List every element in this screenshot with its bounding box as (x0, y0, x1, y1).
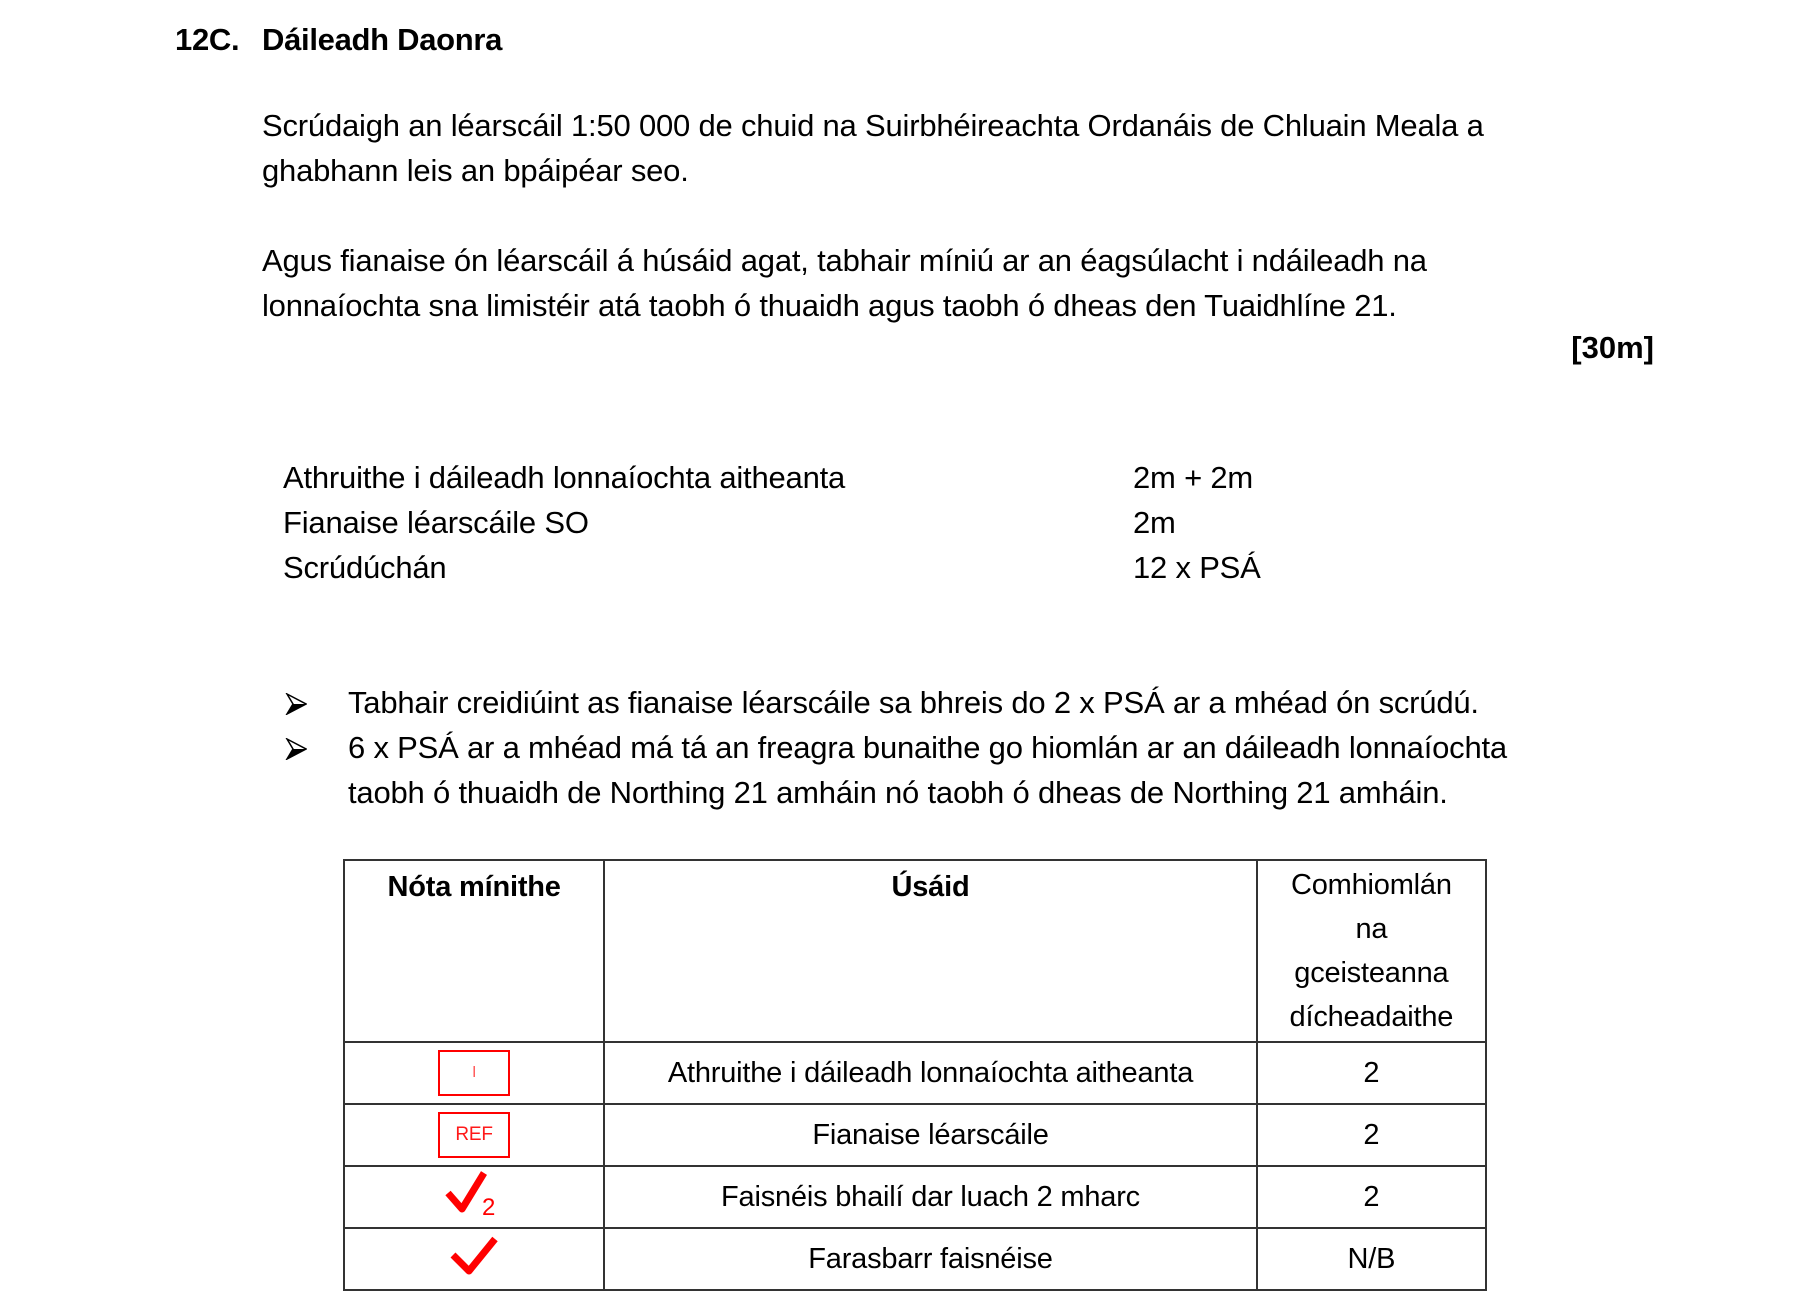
header-total (1257, 860, 1486, 1042)
usage-cell: Farasbarr faisnéise (604, 1228, 1257, 1290)
marks-total: [30m] (1571, 330, 1654, 365)
criteria-row (283, 455, 1261, 500)
usage-cell: Fianaise léarscáile (604, 1104, 1257, 1166)
ref-box-icon: REF (438, 1112, 510, 1158)
total-cell: 2 (1257, 1042, 1486, 1104)
table-header-row (344, 860, 1486, 1042)
criteria-value: 2m (1133, 505, 1176, 540)
instruction-paragraph-2 (262, 238, 1427, 328)
marking-criteria (283, 455, 1261, 590)
criteria-label: Fianaise léarscáile SO (283, 505, 589, 540)
header-label: dícheadaithe (1289, 1001, 1454, 1033)
criteria-label: Athruithe i dáileadh lonnaíochta aitheanta (283, 460, 846, 495)
bullet-item (285, 680, 1507, 725)
paragraph-line: Scrúdaigh an léarscáil 1:50 000 de chuid na Suirbhéireachta Ordanáis de Chluain Meala a (262, 108, 1484, 143)
i-box-icon: I (438, 1050, 510, 1096)
arrow-bullet-icon (285, 725, 348, 770)
header-label: gceisteanna (1294, 957, 1449, 989)
usage-cell: Faisnéis bhailí dar luach 2 mharc (604, 1166, 1257, 1228)
criteria-value: 2m + 2m (1133, 460, 1254, 495)
paragraph-line: Agus fianaise ón léarscáil á húsáid agat, tabhair míniú ar an éagsúlacht i ndáileadh na (262, 243, 1427, 278)
usage-cell: Athruithe i dáileadh lonnaíochta aitheanta (604, 1042, 1257, 1104)
note-cell (344, 1042, 604, 1104)
bullet-list (285, 680, 1507, 815)
criteria-value: 12 x PSÁ (1133, 550, 1261, 585)
question-heading (175, 22, 502, 58)
paragraph-line: lonnaíochta sna limistéir atá taobh ó thuaidh agus taobh ó dheas den Tuaidhlíne 21. (262, 288, 1397, 323)
table-row (344, 1042, 1486, 1104)
table-row (344, 1166, 1486, 1228)
note-cell (344, 1166, 604, 1228)
bullet-text: 6 x PSÁ ar a mhéad má tá an freagra bunaithe go hiomlán ar an dáileadh lonnaíochta (348, 730, 1507, 765)
criteria-row (283, 500, 1261, 545)
note-cell (344, 1104, 604, 1166)
svg-text:2: 2 (482, 1194, 496, 1217)
table-row (344, 1104, 1486, 1166)
question-number: 12C. (175, 22, 240, 57)
header-usage (604, 860, 1257, 1042)
tick-icon (447, 1233, 501, 1285)
criteria-row (283, 545, 1261, 590)
criteria-label: Scrúdúchán (283, 550, 447, 585)
header-label: Úsáid (891, 871, 970, 903)
note-cell (344, 1228, 604, 1290)
table-row (344, 1228, 1486, 1290)
total-cell: 2 (1257, 1104, 1486, 1166)
tick-2-icon (444, 1169, 504, 1225)
header-note (344, 860, 604, 1042)
paragraph-line: ghabhann leis an bpáipéar seo. (262, 153, 689, 188)
header-label: Nóta mínithe (387, 871, 561, 903)
bullet-item (285, 725, 1507, 770)
bullet-text: Tabhair creidiúint as fianaise léarscáile sa bhreis do 2 x PSÁ ar a mhéad ón scrúdú. (348, 685, 1479, 720)
annotation-key-table (343, 859, 1487, 1291)
total-cell: 2 (1257, 1166, 1486, 1228)
instruction-paragraph-1 (262, 103, 1484, 193)
bullet-continuation (285, 770, 1507, 815)
bullet-text: taobh ó thuaidh de Northing 21 amháin nó taobh ó dheas de Northing 21 amháin. (348, 775, 1448, 810)
bullet-indent (285, 770, 348, 815)
question-title: Dáileadh Daonra (262, 22, 503, 57)
arrow-bullet-icon (285, 680, 348, 725)
header-label: na (1355, 913, 1388, 945)
total-cell: N/B (1257, 1228, 1486, 1290)
header-label: Comhiomlán (1290, 869, 1452, 901)
